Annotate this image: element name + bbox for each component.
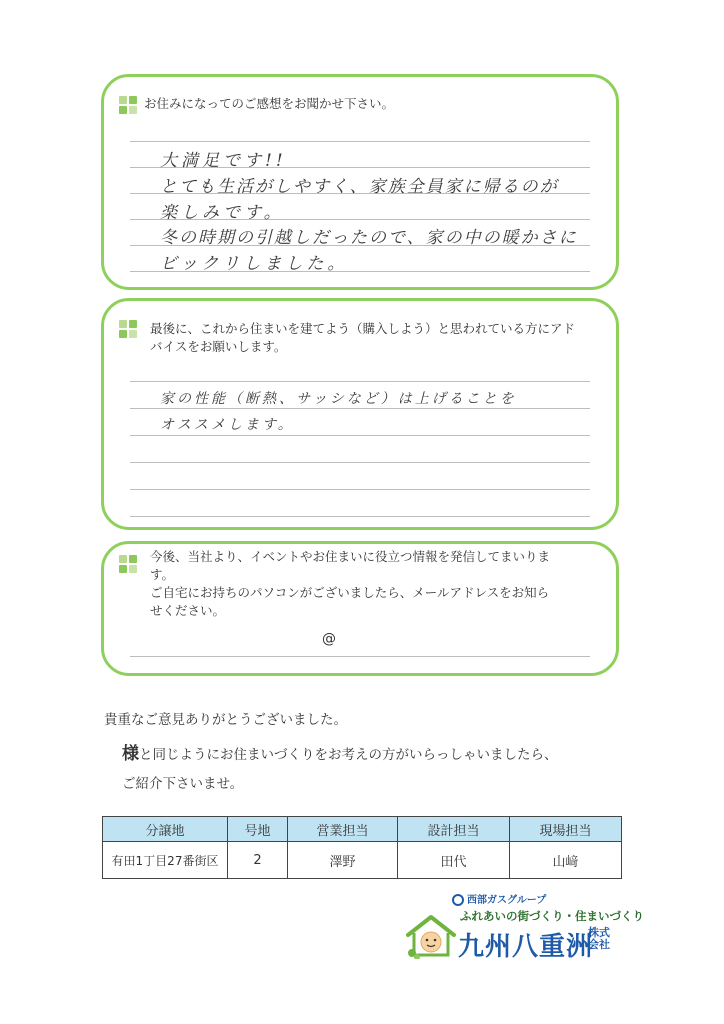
answer-rule [130, 516, 590, 517]
company-type: 株式会社 [588, 926, 610, 951]
header-lot-number: 号地 [228, 817, 288, 842]
advice-question-line: バイスをお願いします。 [150, 339, 287, 354]
cell-sales: 澤野 [288, 842, 398, 879]
advice-answer-line: 家の性能（断熱、サッシなど）は上げることを [160, 391, 517, 407]
header-site: 現場担当 [510, 817, 622, 842]
cell-site: 山﨑 [510, 842, 622, 879]
header-design: 設計担当 [398, 817, 510, 842]
header-sales: 営業担当 [288, 817, 398, 842]
impressions-answer-line: とても生活がしやすく、家族全員家に帰るのが [160, 177, 559, 197]
company-tagline: ふれあいの街づくり・住まいづくり [460, 909, 644, 923]
impressions-question: お住みになってのご感想をお聞かせ下さい。 [144, 96, 395, 111]
answer-rule [130, 462, 590, 463]
info-table [102, 816, 622, 879]
referral-line [122, 739, 558, 764]
answer-rule [130, 141, 590, 142]
referral-line-end: ご紹介下さいませ。 [122, 776, 244, 792]
email-question-line: す。 [150, 567, 175, 582]
answer-rule [130, 489, 590, 490]
advice-question-line: 最後に、これから住まいを建てよう（購入しよう）と思われている方にアド [150, 321, 576, 336]
impressions-answer-line: 大満足です!! [160, 151, 287, 171]
impressions-answer-line: ビックリしました。 [160, 254, 349, 274]
bullet-squares-icon [119, 320, 137, 338]
email-at-mark: @ [322, 631, 336, 647]
thanks-line: 貴重なご意見ありがとうございました。 [104, 712, 347, 728]
email-question-line: 今後、当社より、イベントやお住まいに役立つ情報を発信してまいりま [150, 549, 551, 564]
advice-answer-line: オススメします。 [160, 417, 295, 433]
email-rule [130, 656, 590, 657]
answer-rule [130, 408, 590, 409]
house-face-icon [404, 913, 458, 959]
group-logo [452, 891, 546, 906]
bullet-squares-icon [119, 96, 137, 114]
answer-rule [130, 381, 590, 382]
answer-rule [130, 435, 590, 436]
cell-lot-number: 2 [228, 842, 288, 879]
impressions-answer-line: 楽しみです。 [160, 203, 285, 223]
cell-design: 田代 [398, 842, 510, 879]
group-name: 西部ガスグループ [467, 895, 547, 906]
table-row [103, 842, 622, 879]
company-name: 九州八重洲 [458, 932, 594, 962]
cell-lot: 有田1丁目27番街区 [103, 842, 228, 879]
group-mark-icon [452, 894, 464, 906]
honorific: 様 [122, 744, 139, 764]
email-question-line: ご自宅にお持ちのパソコンがございましたら、メールアドレスをお知ら [150, 585, 550, 600]
impressions-answer-line: 冬の時期の引越しだったので、家の中の暖かさに [160, 228, 578, 248]
bullet-squares-icon [119, 555, 137, 573]
table-header-row [103, 817, 622, 842]
referral-text: と同じようにお住まいづくりをお考えの方がいらっしゃいましたら、 [139, 747, 558, 763]
email-question-line: せください。 [150, 603, 226, 618]
header-lot: 分譲地 [103, 817, 228, 842]
